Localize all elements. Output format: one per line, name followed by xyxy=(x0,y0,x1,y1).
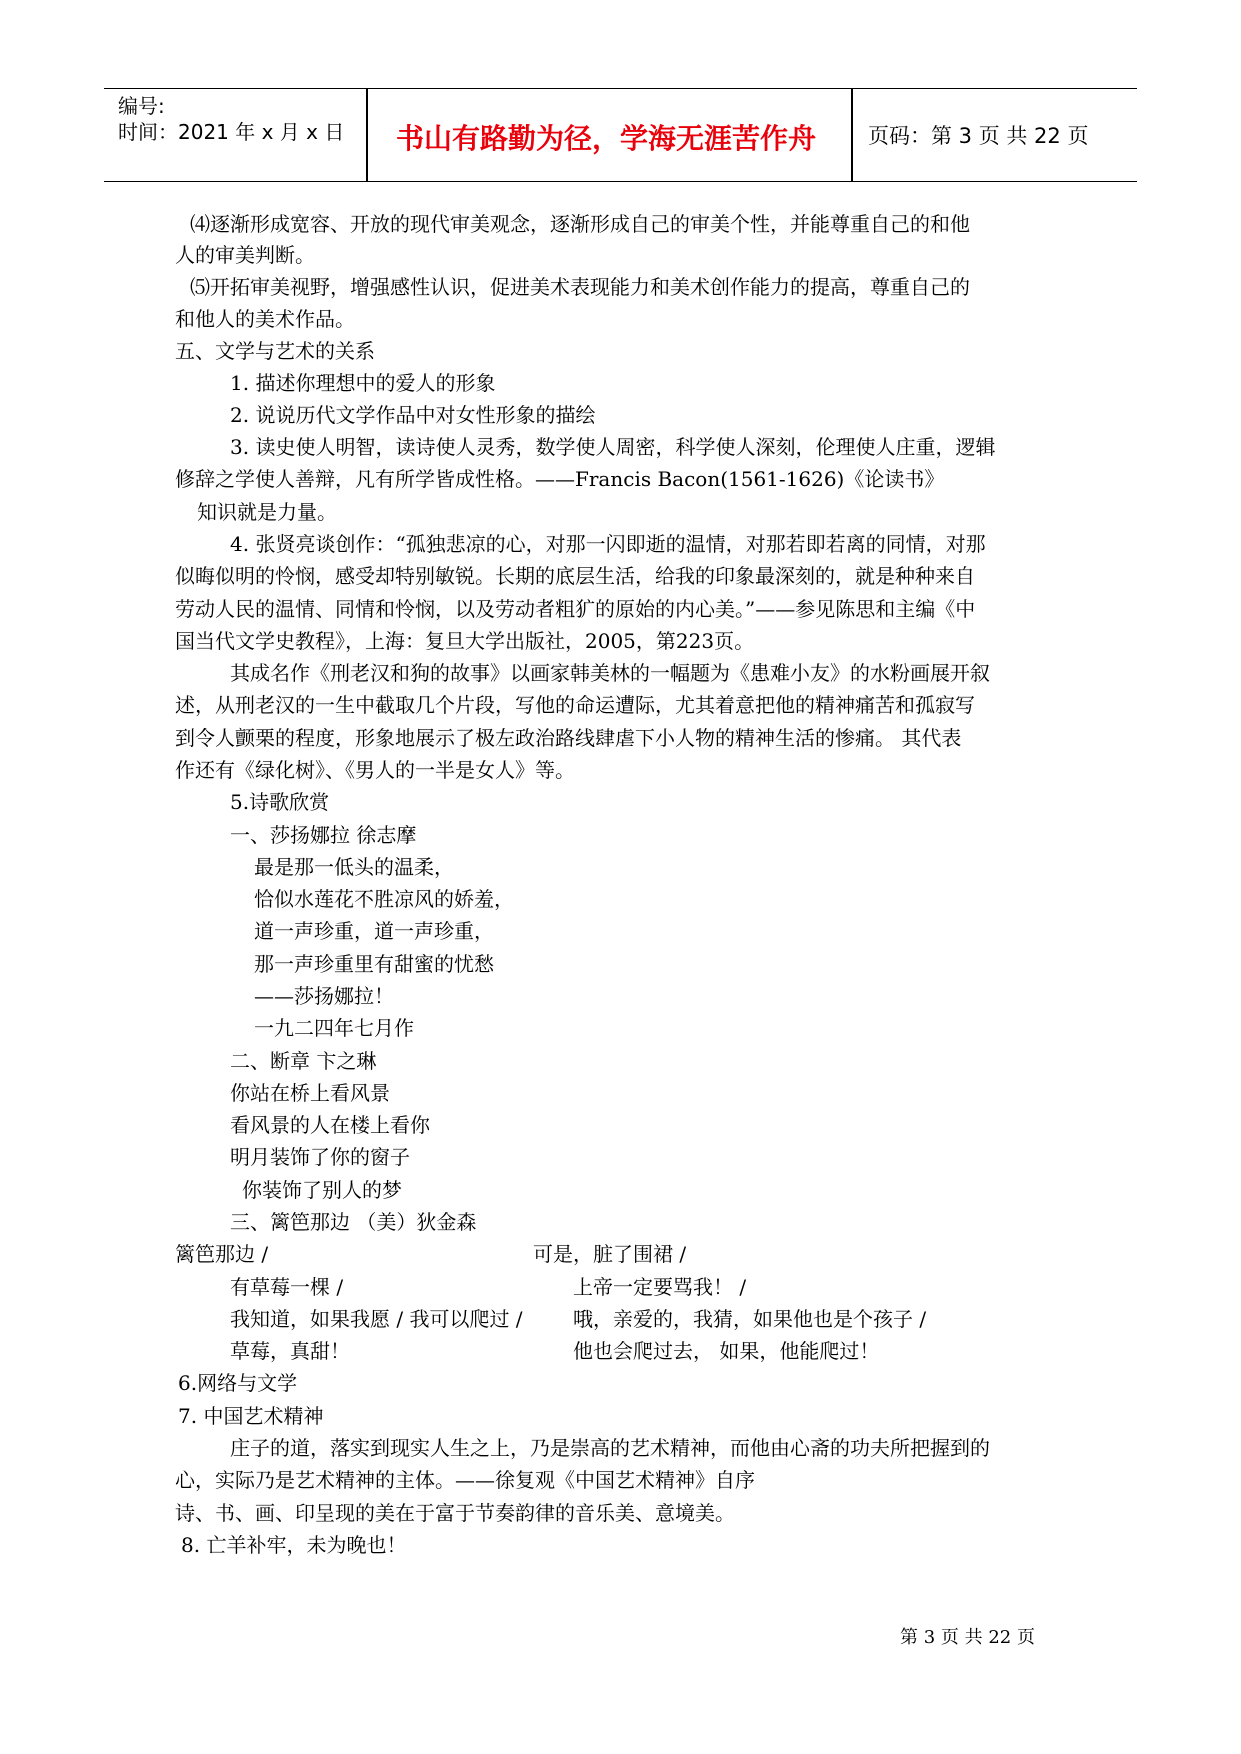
list-item: 1. 描述你理想中的爱人的形象 xyxy=(230,371,496,395)
subsection-heading: 6.网络与文学 xyxy=(178,1371,298,1395)
poem-line: 恰似水莲花不胜凉风的娇羞， xyxy=(254,887,514,911)
paragraph-line: 国当代文学史教程》，上海：复旦大学出版社，2005，第223页。 xyxy=(175,629,755,653)
paragraph-line: 劳动人民的温情、同情和怜悯，以及劳动者粗犷的原始的内心美。”——参见陈思和主编《中 xyxy=(175,597,976,621)
poem-line: 道一声珍重，道一声珍重， xyxy=(254,919,494,943)
paragraph-line: 庄子的道，落实到现实人生之上，乃是崇高的艺术精神，而他由心斋的功夫所把握到的 xyxy=(230,1436,990,1460)
paragraph-line: 知识就是力量。 xyxy=(197,500,337,524)
paragraph-line: 其成名作《刑老汉和狗的故事》以画家韩美林的一幅题为《患难小友》的水粉画展开叙 xyxy=(230,661,990,685)
header-page-label: 页码：第 3 页 共 22 页 xyxy=(868,124,1089,148)
poem-line: 最是那一低头的温柔， xyxy=(254,855,454,879)
paragraph-line: 人的审美判断。 xyxy=(175,243,315,267)
poem-line: 明月装饰了你的窗子 xyxy=(230,1145,410,1169)
header-meta xyxy=(118,93,344,145)
poem-title: 一、莎扬娜拉 徐志摩 xyxy=(230,823,417,847)
time-label: 时间：2021 年 x 月 x 日 xyxy=(118,120,345,144)
subsection-heading: 8. 亡羊补牢，未为晚也！ xyxy=(181,1533,407,1557)
poem-line: 上帝一定要骂我！ / xyxy=(573,1275,747,1299)
header-motto: 书山有路勤为径，学海无涯苦作舟 xyxy=(395,122,816,155)
poem-line: 看风景的人在楼上看你 xyxy=(230,1113,430,1137)
paragraph-line: 4. 张贤亮谈创作：“孤独悲凉的心，对那一闪即逝的温情，对那若即若离的同情，对那 xyxy=(230,532,986,556)
section-heading: 五、文学与艺术的关系 xyxy=(175,339,375,363)
poem-line: 草莓，真甜！ xyxy=(230,1339,350,1363)
poem-line: 可是，脏了围裙 / xyxy=(533,1242,687,1266)
list-item: 2. 说说历代文学作品中对女性形象的描绘 xyxy=(230,403,596,427)
poem-line: 我知道，如果我愿 / 我可以爬过 / xyxy=(230,1307,523,1331)
list-item: 3. 读史使人明智，读诗使人灵秀，数学使人周密，科学使人深刻，伦理使人庄重，逻辑 xyxy=(230,435,996,459)
poem-line: 有草莓一棵 / xyxy=(230,1275,344,1299)
poem-title: 二、断章 卞之琳 xyxy=(230,1049,377,1073)
header-divider-right xyxy=(851,89,853,181)
document-header xyxy=(104,88,1137,182)
poem-line: ——莎扬娜拉！ xyxy=(254,984,394,1008)
paragraph-line: 似晦似明的怜悯，感受却特别敏锐。长期的底层生活，给我的印象最深刻的，就是种种来自 xyxy=(175,564,975,588)
poem-line: 你装饰了别人的梦 xyxy=(242,1178,402,1202)
poem-line: 哦，亲爱的，我猜，如果他也是个孩子 / xyxy=(573,1307,927,1331)
paragraph-line: 和他人的美术作品。 xyxy=(175,307,355,331)
poem-line: 篱笆那边 / xyxy=(175,1242,269,1266)
paragraph-line: 修辞之学使人善辩，凡有所学皆成性格。——Francis Bacon(1561-1626)《论读书》 xyxy=(175,467,945,491)
poem-line: 一九二四年七月作 xyxy=(254,1016,414,1040)
paragraph-line: 述，从刑老汉的一生中截取几个片段，写他的命运遭际，尤其着意把他的精神痛苦和孤寂写 xyxy=(175,693,975,717)
paragraph-line: ⑸开拓审美视野，增强感性认识，促进美术表现能力和美术创作能力的提高，尊重自己的 xyxy=(190,275,970,299)
poem-line: 他也会爬过去， 如果，他能爬过！ xyxy=(573,1339,880,1363)
poem-line: 你站在桥上看风景 xyxy=(230,1081,390,1105)
page-footer: 第 3 页 共 22 页 xyxy=(900,1627,1035,1648)
subsection-heading: 7. 中国艺术精神 xyxy=(178,1404,324,1428)
number-label: 编号: xyxy=(118,94,165,118)
poem-line: 那一声珍重里有甜蜜的忧愁 xyxy=(254,952,494,976)
paragraph-line: 到令人颤栗的程度，形象地展示了极左政治路线肆虐下小人物的精神生活的惨痛。 其代表 xyxy=(175,726,962,750)
poem-title: 三、篱笆那边 （美）狄金森 xyxy=(230,1210,477,1234)
paragraph-line: ⑷逐渐形成宽容、开放的现代审美观念，逐渐形成自己的审美个性，并能尊重自己的和他 xyxy=(190,212,970,236)
paragraph-line: 心，实际乃是艺术精神的主体。——徐复观《中国艺术精神》自序 xyxy=(175,1468,755,1492)
paragraph-line: 作还有《绿化树》、《男人的一半是女人》等。 xyxy=(175,758,575,782)
paragraph-line: 诗、书、画、印呈现的美在于富于节奏韵律的音乐美、意境美。 xyxy=(175,1501,735,1525)
subsection-heading: 5.诗歌欣赏 xyxy=(230,790,330,814)
